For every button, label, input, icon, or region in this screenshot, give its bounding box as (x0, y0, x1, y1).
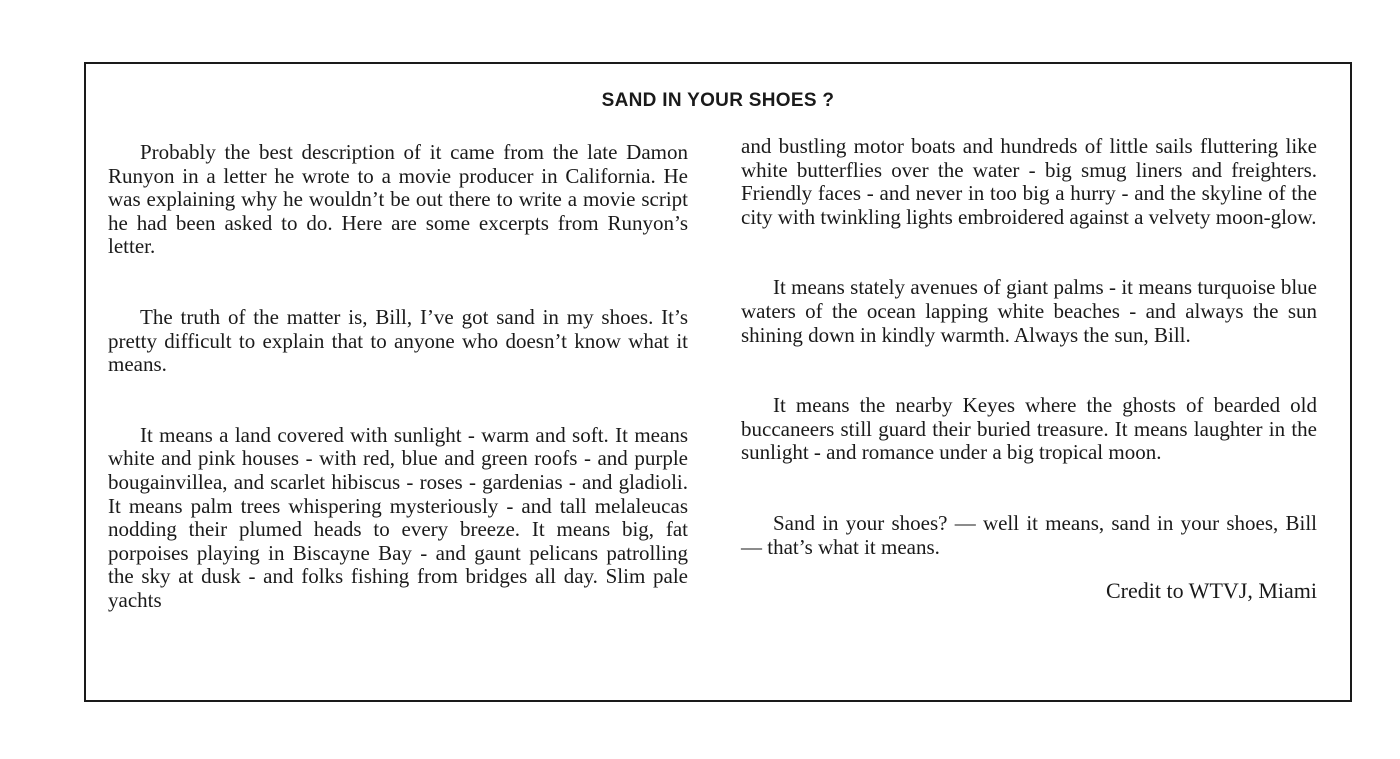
left-column (108, 141, 688, 613)
paragraph-intro: Probably the best description of it came from the late Damon Runyon in a letter he wrote to a movie producer in California. He was explaining why he wouldn’t be out there to write a movie script he had been asked to do. Here are some excerpts from Runyon’s letter. (108, 140, 688, 259)
paragraph-avenues: It means stately avenues of giant palms - it means turquoise blue waters of the ocean lapping white beaches - and always the sun shining down in kindly warmth. Always the sun, Bill. (741, 275, 1317, 347)
paragraph-continuation: and bustling motor boats and hundreds of little sails fluttering like white butterflies over the water - big smug liners and freighters. Friendly faces - and never in too big a hurry - and the skyline of the city with twinkling lights embroidered against a velvety moon-glow. (741, 134, 1317, 229)
credit-line: Credit to WTVJ, Miami (1105, 578, 1317, 604)
paragraph-sand-in-shoes: The truth of the matter is, Bill, I’ve got sand in my shoes. It’s pretty difficult to explain that to anyone who doesn’t know what it means. (108, 304, 688, 377)
right-column (741, 135, 1317, 603)
article-title: SAND IN YOUR SHOES ? (601, 90, 835, 111)
paragraph-keyes: It means the nearby Keyes where the ghosts of bearded old buccaneers still guard their buried treasure. It means laughter in the sunlight - and romance under a big tropical moon. (741, 393, 1317, 465)
paragraph-land-description: It means a land covered with sunlight - warm and soft. It means white and pink houses - with red, blue and green roofs - and purple bougainvillea, and scarlet hibiscus - roses - gardenias - and gladioli. It means palm trees whispering mysteriously - and tall melaleucas nodding their plumed heads to every breeze. It means big, fat porpoises playing in Biscayne Bay - and gaunt pelicans patrolling the sky at dusk - and folks fishing from bridges all day. Slim pale yachts (108, 422, 688, 612)
paragraph-closing: Sand in your shoes? — well it means, sand in your shoes, Bill — that’s what it means. (741, 510, 1317, 559)
